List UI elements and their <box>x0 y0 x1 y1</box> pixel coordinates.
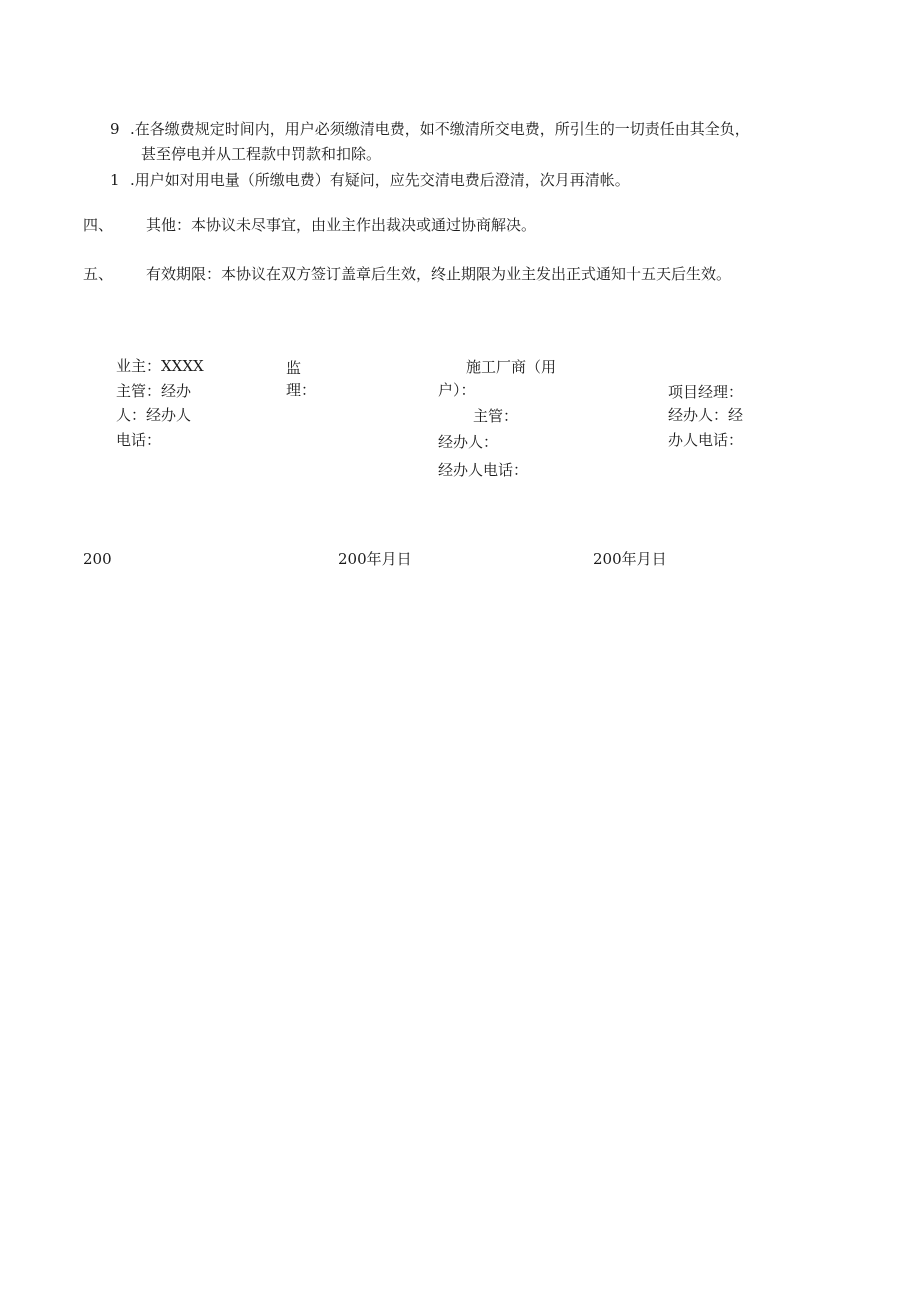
contractor-date: 200年月日 <box>593 550 667 568</box>
clause-9-line2: 甚至停电并从工程款中罚款和扣除。 <box>141 145 382 163</box>
pm-line1: 项目经理： <box>668 383 744 401</box>
pm-line2: 经办人：经 <box>668 406 744 424</box>
clause-1-line1 <box>110 170 630 190</box>
owner-date: 200 <box>83 550 112 568</box>
section-number: 五、 <box>83 265 114 283</box>
contractor-line2: 户）： <box>438 381 476 399</box>
contractor-line3: 主管： <box>473 407 519 425</box>
owner-line4: 电话： <box>116 431 162 449</box>
clause-number: 9 <box>110 120 120 138</box>
contractor-line4: 经办人： <box>438 433 499 451</box>
supervisor-line1: 监 <box>286 359 302 377</box>
clause-text: .用户如对用电量（所缴电费）有疑问，应先交清电费后澄清，次月再清帐。 <box>130 171 630 189</box>
section-number: 四、 <box>83 216 114 234</box>
clause-text: .在各缴费规定时间内，用户必须缴清电费，如不缴清所交电费，所引生的一切责任由其全负， <box>130 120 750 138</box>
owner-line2: 主管：经办 <box>116 382 192 400</box>
supervisor-line2: 理： <box>286 381 317 399</box>
clause-number: 1 <box>110 171 120 189</box>
section-text: 有效期限：本协议在双方签订盖章后生效，终止期限为业主发出正式通知十五天后生效。 <box>146 265 732 283</box>
supervisor-date: 200年月日 <box>338 550 412 568</box>
owner-line1: 业主：XXXX <box>116 357 204 375</box>
contractor-line5: 经办人电话： <box>438 461 529 479</box>
clause-9-line1 <box>110 119 750 139</box>
owner-line3: 人：经办人 <box>116 406 192 424</box>
pm-line3: 办人电话： <box>668 431 744 449</box>
section-4 <box>83 215 536 235</box>
contractor-line1: 施工厂商（用 <box>466 358 557 376</box>
section-text: 其他：本协议未尽事宜，由业主作出裁决或通过协商解决。 <box>146 216 537 234</box>
section-5 <box>83 264 731 284</box>
